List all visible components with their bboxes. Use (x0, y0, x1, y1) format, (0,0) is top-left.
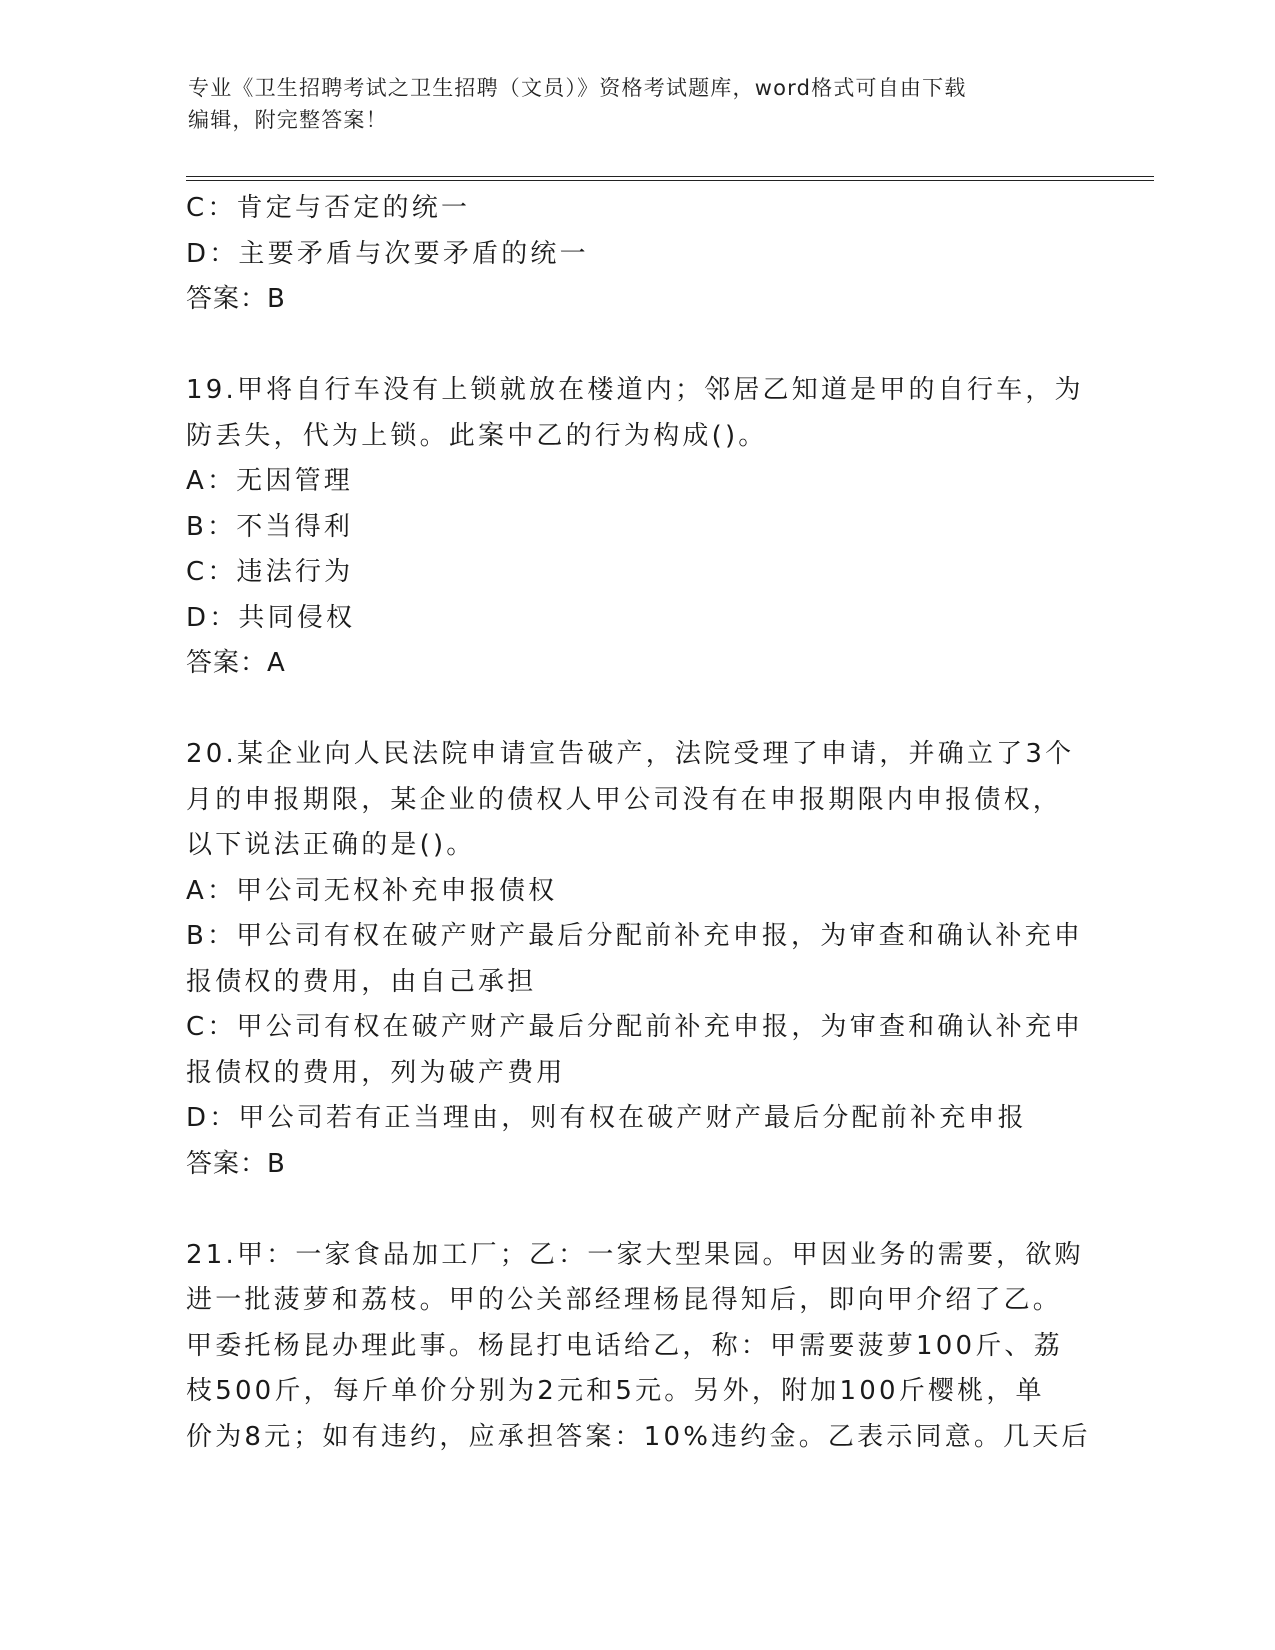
q19-option-c: C：违法行为 (186, 557, 354, 587)
q21-stem-line-2: 进一批菠萝和荔枝。甲的公关部经理杨昆得知后，即向甲介绍了乙。 (186, 1285, 1063, 1315)
q20-stem-line-2: 月的申报期限，某企业的债权人甲公司没有在申报期限内申报债权， (186, 784, 1063, 815)
header-line-2: 编辑，附完整答案！ (188, 108, 388, 132)
q21-stem-line-1: 21.甲：一家食品加工厂；乙：一家大型果园。甲因业务的需要，欲购 (186, 1239, 1084, 1270)
question-20 (186, 732, 1106, 1187)
q19-answer: 答案：A (186, 648, 286, 678)
q20-option-b-line-2: 报债权的费用，由自己承担 (186, 966, 537, 997)
q20-option-d: D：甲公司若有正当理由，则有权在破产财产最后分配前补充申报 (186, 1103, 1027, 1133)
q20-option-a: A：甲公司无权补充申报债权 (186, 875, 558, 906)
q18-option-c: C：肯定与否定的统一 (186, 193, 471, 223)
q21-stem-line-5: 价为8元；如有违约，应承担答案：10%违约金。乙表示同意。几天后 (186, 1421, 1091, 1452)
q20-answer: 答案：B (186, 1148, 286, 1179)
q19-option-d: D：共同侵权 (186, 602, 356, 633)
q18-option-d: D：主要矛盾与次要矛盾的统一 (186, 238, 589, 269)
q20-option-b-line-1: B：甲公司有权在破产财产最后分配前补充申报，为审查和确认补充申 (186, 921, 1084, 951)
spacer (186, 323, 1106, 369)
q19-option-b: B：不当得利 (186, 511, 354, 542)
spacer (186, 687, 1106, 733)
question-21 (186, 1233, 1106, 1461)
q19-stem-line-2: 防丢失，代为上锁。此案中乙的行为构成()。 (186, 420, 768, 451)
q20-stem-line-1: 20.某企业向人民法院申请宣告破产，法院受理了申请，并确立了3个 (186, 739, 1075, 769)
document-header (188, 72, 1088, 136)
q21-stem-line-3: 甲委托杨昆办理此事。杨昆打电话给乙，称：甲需要菠萝100斤、荔 (186, 1330, 1063, 1361)
q20-stem-line-3: 以下说法正确的是()。 (186, 830, 476, 860)
question-18-tail (186, 186, 1106, 323)
question-19 (186, 368, 1106, 687)
q19-option-a: A：无因管理 (186, 466, 353, 496)
q21-stem-line-4: 枝500斤，每斤单价分别为2元和5元。另外，附加100斤樱桃，单 (186, 1376, 1045, 1406)
header-line-1: 专业《卫生招聘考试之卫生招聘（文员）》资格考试题库，word格式可自由下载 (188, 76, 967, 100)
header-double-rule (186, 176, 1154, 181)
q18-answer: 答案：B (186, 284, 286, 314)
q20-option-c-line-2: 报债权的费用，列为破产费用 (186, 1057, 566, 1088)
question-content (186, 186, 1106, 1460)
q19-stem-line-1: 19.甲将自行车没有上锁就放在楼道内；邻居乙知道是甲的自行车，为 (186, 375, 1084, 405)
spacer (186, 1187, 1106, 1233)
q20-option-c-line-1: C：甲公司有权在破产财产最后分配前补充申报，为审查和确认补充申 (186, 1012, 1084, 1042)
